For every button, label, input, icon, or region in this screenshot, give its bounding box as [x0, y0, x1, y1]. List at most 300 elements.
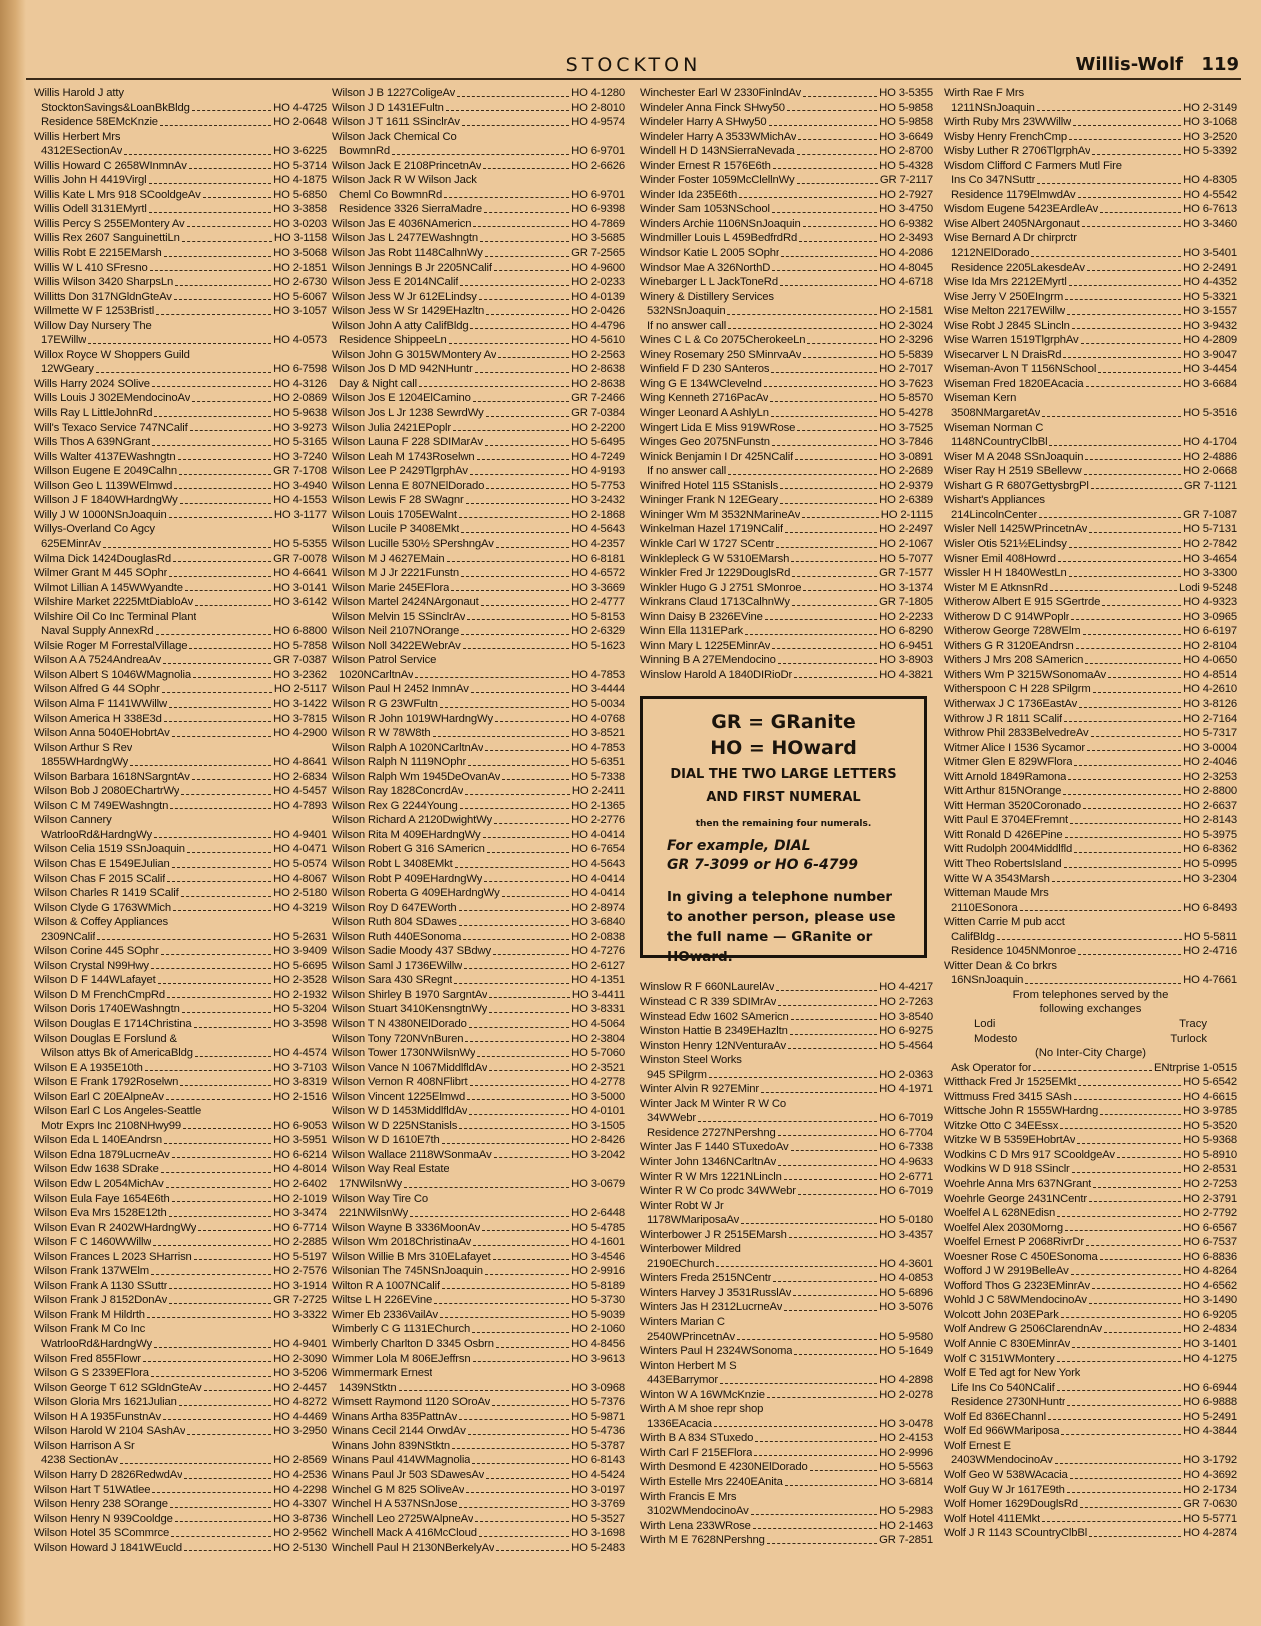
leader-dots — [767, 1533, 877, 1544]
listing-phone: HO 5-9368 — [1183, 1134, 1237, 1147]
leader-dots — [484, 202, 569, 213]
listing-phone: HO 5-3321 — [1183, 290, 1237, 303]
listing-phone: HO 3-8319 — [273, 1076, 327, 1089]
listing-name: Winn Daisy B 2326EVine — [640, 610, 763, 623]
listing-name: Wise Melton 2217EWillw — [944, 305, 1066, 318]
listing-name: Woehrle George 2431NCentr — [944, 1192, 1087, 1205]
leader-dots — [784, 1170, 877, 1181]
listing-entry — [34, 377, 327, 392]
listing-name: Wilson Anna 5040EHobrtAv — [34, 727, 170, 740]
leader-dots — [770, 391, 877, 402]
listing-entry — [34, 624, 327, 639]
leader-dots — [1083, 624, 1182, 635]
listing-name: Woesner Rose C 450ESonoma — [944, 1250, 1098, 1263]
leader-dots — [459, 915, 569, 926]
listing-name: Winters Harvey J 3531RusslAv — [640, 1286, 792, 1299]
listing-entry — [332, 1133, 625, 1148]
leader-dots — [1077, 1133, 1181, 1144]
listing-entry — [332, 973, 625, 988]
listing-phone: HO 5-0574 — [273, 857, 327, 870]
listing-phone: HO 4-3307 — [273, 1498, 327, 1511]
listing-name: Wilma Dick 1424DouglasRd — [34, 552, 172, 565]
listing-name: 2403WMendocinoAv — [951, 1454, 1053, 1467]
listing-phone: HO 3-7525 — [879, 421, 933, 434]
leader-dots — [475, 1512, 569, 1523]
listing-name: Wilson John G 3015WMontery Av — [332, 348, 497, 361]
listing-name: Wilson Albert S 1046WMagnolia — [34, 668, 192, 681]
listing-phone: HO 4-1351 — [571, 974, 625, 987]
listing-name: Witt Herman 3520Coronado — [944, 799, 1082, 812]
listing-entry — [332, 886, 625, 901]
listing-phone: HO 5-3204 — [273, 1003, 327, 1016]
leader-dots — [751, 1504, 877, 1515]
listing-phone: HO 2-1516 — [273, 1090, 327, 1103]
listing-name: Wirth Francis E Mrs — [640, 1490, 737, 1503]
listing-name: Ins Co 347NSuttr — [951, 174, 1036, 187]
leader-dots — [151, 1264, 271, 1275]
listing-name: Withrow J R 1811 SCalif — [944, 712, 1063, 725]
listing-phone: HO 2-8974 — [571, 901, 625, 914]
leader-dots — [1069, 537, 1181, 548]
leader-dots — [453, 421, 569, 432]
leader-dots — [1100, 202, 1181, 213]
listing-name: Wilson Ray 1828ConcrdAv — [332, 785, 464, 798]
listing-phone: HO 4-0471 — [273, 843, 327, 856]
leader-dots — [495, 712, 569, 723]
leader-dots — [469, 1104, 569, 1115]
listing-phone: HO 2-1851 — [273, 261, 327, 274]
listing-name: Winchell Mack A 416McCloud — [332, 1527, 477, 1540]
listing-entry — [34, 828, 327, 843]
listing-phone: HO 2-8010 — [571, 101, 625, 114]
listing-phone: HO 3-7815 — [273, 712, 327, 725]
listing-phone: HO 4-9323 — [1183, 596, 1237, 609]
listing-name: Wilson Hart T 51WAtlee — [34, 1483, 151, 1496]
leader-dots — [173, 901, 271, 912]
listing-name: Witter Dean & Co brkrs — [944, 959, 1057, 972]
listing-name: Wilson J T 1611 SSinclrAv — [332, 116, 460, 129]
listing-name: Witt Ronald D 426EPine — [944, 828, 1063, 841]
listing-phone: HO 4-0573 — [273, 334, 327, 347]
leader-dots — [452, 1439, 569, 1450]
leader-dots — [795, 450, 877, 461]
listing-entry — [944, 886, 1237, 901]
leader-dots — [799, 231, 877, 242]
exchange-line-2: following exchanges — [1039, 1003, 1142, 1016]
leader-dots — [1072, 319, 1181, 330]
listing-phone: HO 4-5610 — [571, 334, 625, 347]
leader-dots — [471, 682, 569, 693]
listing-entry — [944, 115, 1237, 130]
listing-entry — [944, 362, 1237, 377]
listing-phone: HO 4-4796 — [571, 319, 625, 332]
listing-phone: HO 2-7792 — [1183, 1207, 1237, 1220]
listing-entry — [34, 915, 327, 930]
leader-dots — [180, 493, 271, 504]
leader-dots — [1069, 566, 1181, 577]
listing-entry — [640, 130, 933, 145]
listing-phone: HO 2-1019 — [273, 1192, 327, 1205]
listing-name: 1178WMariposaAv — [647, 1214, 740, 1227]
listing-entry — [332, 1002, 625, 1017]
listing-entry — [944, 391, 1237, 406]
leader-dots — [489, 988, 570, 999]
listing-entry — [34, 566, 327, 581]
listing-entry — [34, 479, 327, 494]
listing-name: Winters Marian C — [640, 1316, 725, 1328]
listing-name: 16NSnJoaquin — [951, 974, 1024, 987]
leader-dots — [698, 1111, 877, 1122]
listing-phone: HO 2-0363 — [879, 1068, 933, 1081]
leader-dots — [1057, 1206, 1181, 1217]
leader-dots — [493, 1250, 569, 1261]
listing-phone: GR 7-1121 — [1183, 479, 1237, 492]
listing-entry — [34, 988, 327, 1003]
listing-phone: HO 5-8570 — [879, 392, 933, 405]
leader-dots — [459, 1497, 569, 1508]
listing-entry — [944, 610, 1237, 625]
listing-phone: HO 2-0426 — [571, 305, 625, 318]
listing-name: Wilson Stuart 3410KensngtnWy — [332, 1003, 488, 1016]
listing-entry — [34, 1468, 327, 1483]
notice-giving-1: In giving a telephone number — [667, 889, 893, 906]
listing-phone: HO 4-8264 — [1183, 1265, 1237, 1278]
listing-entry — [944, 1337, 1237, 1352]
leader-dots — [1067, 1395, 1181, 1406]
listing-phone: HO 2-1365 — [571, 799, 625, 812]
listing-entry — [640, 391, 933, 406]
listing-name: Winery & Distillery Services — [640, 290, 774, 303]
listing-phone: HO 4-3219 — [273, 901, 327, 914]
listing-phone: HO 4-2809 — [1183, 334, 1237, 347]
listing-phone: HO 4-5542 — [1183, 188, 1237, 201]
leader-dots — [761, 1082, 877, 1093]
listing-phone: HO 3-6814 — [879, 1476, 933, 1489]
listing-name: Winston Steel Works — [640, 1054, 742, 1067]
listing-entry — [34, 668, 327, 683]
listing-phone: HO 2-6448 — [571, 1207, 625, 1220]
listing-phone: HO 4-0101 — [571, 1105, 625, 1118]
listing-phone: HO 2-7927 — [879, 188, 933, 201]
listing-phone: GR 7-2851 — [879, 1534, 933, 1547]
listing-name: Wilsonian The 745NSnJoaquin — [332, 1265, 483, 1278]
listing-name: Wirth Desmond E 4230NElDorado — [640, 1461, 808, 1474]
leader-dots — [803, 217, 877, 228]
listing-name: Willis Robt E 2215EMarsh — [34, 247, 162, 260]
listing-name: Wilshire Market 2225MtDiabloAv — [34, 596, 194, 609]
leader-dots — [164, 1133, 271, 1144]
listing-phone: HO 2-8143 — [1183, 814, 1237, 827]
leader-dots — [498, 348, 569, 359]
listing-entry — [332, 959, 625, 974]
leader-dots — [1108, 668, 1181, 679]
leader-dots — [1037, 173, 1181, 184]
listing-entry — [332, 522, 625, 537]
listing-name: 1212NElDorado — [951, 247, 1030, 260]
listing-phone: GR 7-2565 — [571, 247, 625, 260]
listing-entry — [640, 1068, 933, 1083]
listing-name: Witzke W B 5359EHobrtAv — [944, 1134, 1076, 1147]
listing-phone: HO 5-6850 — [273, 188, 327, 201]
listing-entry — [944, 217, 1237, 232]
leader-dots — [419, 377, 569, 388]
leader-dots — [1058, 552, 1181, 563]
listing-entry — [944, 712, 1237, 727]
leader-dots — [1065, 290, 1181, 301]
listing-phone: HO 5-3787 — [571, 1439, 625, 1452]
leader-dots — [172, 857, 271, 868]
listing-phone: HO 2-9996 — [879, 1446, 933, 1459]
listing-phone: HO 2-2497 — [879, 523, 933, 536]
leader-dots — [477, 450, 570, 461]
leader-dots — [174, 479, 271, 490]
listing-name: Windell H D 143NSierraNevada — [640, 145, 795, 158]
listing-phone: HO 2-6730 — [273, 276, 327, 289]
listing-name: Wilson Ralph Wm 1945DeOvanAv — [332, 770, 501, 783]
listing-phone: HO 2-8426 — [571, 1134, 625, 1147]
listing-phone: HO 3-1158 — [273, 232, 327, 245]
listing-entry — [944, 828, 1237, 843]
listing-entry — [34, 231, 327, 246]
listing-name: Winter Jas F 1440 STuxedoAv — [640, 1141, 789, 1154]
leader-dots — [399, 1381, 570, 1392]
listing-entry — [640, 1373, 933, 1388]
leader-dots — [1074, 1090, 1181, 1101]
leader-dots — [472, 1453, 569, 1464]
listing-name: Wilson R W 78W8th — [332, 727, 431, 740]
listing-entry — [34, 1410, 327, 1425]
listing-phone: HO 5-3527 — [571, 1512, 625, 1525]
leader-dots — [792, 595, 877, 606]
listing-name: Wilson Tower 1730NWilsnWy — [332, 1047, 476, 1060]
listing-name: Wilson Frank M Hildrth — [34, 1308, 145, 1321]
listing-phone: HO 3-6225 — [273, 145, 327, 158]
listing-name: Wolf C 3151WMontery — [944, 1352, 1055, 1365]
listing-name: Wilson Ralph A 1020NCarltnAv — [332, 741, 484, 754]
listing-name: 1020NCarltnAv — [339, 668, 414, 681]
listing-phone: HO 2-1115 — [880, 508, 933, 521]
listing-name: Wishart's Appliances — [944, 494, 1045, 507]
leader-dots — [167, 872, 271, 883]
leader-dots — [461, 522, 569, 533]
leader-dots — [473, 1352, 570, 1363]
listing-name: 1211NSnJoaquin — [951, 101, 1035, 114]
listing-entry — [640, 1213, 933, 1228]
leader-dots — [1100, 1250, 1181, 1261]
listing-entry — [944, 1104, 1237, 1119]
listing-phone: GR 7-0630 — [1183, 1498, 1237, 1511]
leader-dots — [179, 1395, 271, 1406]
listing-entry — [944, 682, 1237, 697]
listing-name: Residence 3326 SierraMadre — [339, 203, 483, 216]
listing-phone: HO 3-2520 — [1183, 130, 1237, 143]
listing-entry — [944, 624, 1237, 639]
listing-phone: HO 5-1649 — [879, 1345, 933, 1358]
listing-phone: HO 6-9701 — [571, 188, 625, 201]
listing-phone: HO 4-5457 — [273, 785, 327, 798]
listing-phone: HO 6-6944 — [1183, 1381, 1237, 1394]
listing-entry — [944, 479, 1237, 494]
leader-dots — [741, 1213, 877, 1224]
listing-entry — [944, 755, 1237, 770]
listing-phone: HO 2-3024 — [879, 319, 933, 332]
listing-entry — [640, 1315, 933, 1330]
listing-name: Wirth M E 7628NPershng — [640, 1534, 765, 1547]
listing-entry — [944, 1264, 1237, 1279]
listing-entry — [640, 144, 933, 159]
listing-entry — [944, 857, 1237, 872]
listing-name: Wilson Tony 720NVnBuren — [332, 1032, 464, 1045]
listing-name: Wilson G S 2339EFlora — [34, 1367, 149, 1380]
listing-phone: HO 4-2610 — [1183, 683, 1237, 696]
listing-name: Winter Robt W Jr — [640, 1199, 724, 1212]
leader-dots — [463, 930, 569, 941]
listing-phone: HO 5-3165 — [273, 436, 327, 449]
leader-dots — [483, 159, 569, 170]
listing-name: Wimberly C G 1131EChurch — [332, 1323, 471, 1336]
listing-entry — [34, 842, 327, 857]
listing-entry — [640, 1344, 933, 1359]
listing-name: Wolf J R 1143 SCountryClbBl — [944, 1527, 1088, 1540]
listing-entry — [332, 1512, 625, 1527]
listing-name: Wines C L & Co 2075CherokeeLn — [640, 334, 806, 347]
listing-entry — [34, 188, 327, 203]
listing-name: Wimberly Charlton D 3345 Osbrn — [332, 1338, 494, 1351]
listing-entry — [34, 1366, 327, 1381]
listing-entry — [944, 261, 1237, 276]
listing-name: Wirth A M shoe repr shop — [640, 1403, 764, 1416]
listing-entry — [34, 1177, 327, 1192]
listing-name: Wilson Robert G 316 SAmericn — [332, 843, 485, 856]
leader-dots — [183, 1119, 271, 1130]
listing-entry — [944, 1221, 1237, 1236]
listing-name: Wininger Frank N 12EGeary — [640, 494, 779, 507]
listing-entry — [640, 1126, 933, 1141]
listing-name: WatrlooRd&HardngWy — [41, 1338, 153, 1351]
listing-name: Wilson George T 612 SGldnGteAv — [34, 1381, 202, 1394]
listing-entry — [332, 901, 625, 916]
leader-dots — [1050, 581, 1177, 592]
listing-name: Winchell Leo 2725WAlpneAv — [332, 1512, 474, 1525]
leader-dots — [150, 261, 271, 272]
listing-entry — [34, 173, 327, 188]
listing-phone: HO 5-3730 — [571, 1294, 625, 1307]
leader-dots — [161, 944, 271, 955]
listing-name: Wilson Corine 445 SOphr — [34, 945, 159, 958]
listing-phone: HO 2-2689 — [879, 465, 933, 478]
listing-phone: HO 3-4750 — [879, 203, 933, 216]
listing-phone: HO 3-0968 — [571, 1381, 625, 1394]
listing-entry — [640, 522, 933, 537]
listing-entry — [640, 362, 933, 377]
leader-dots — [1078, 188, 1182, 199]
listing-entry — [332, 755, 625, 770]
leader-dots — [754, 1446, 877, 1457]
leader-dots — [1060, 1119, 1181, 1130]
listing-phone: GR 7-0384 — [571, 407, 625, 420]
leader-dots — [1031, 246, 1181, 257]
leader-dots — [802, 508, 879, 519]
leader-dots — [788, 1039, 877, 1050]
listing-phone: HO 4-8272 — [273, 1396, 327, 1409]
listing-entry — [34, 435, 327, 450]
listing-entry — [944, 552, 1237, 567]
leader-dots — [807, 333, 877, 344]
listing-name: Wilson Patrol Service — [332, 654, 437, 667]
listing-phone: HO 2-3253 — [1183, 770, 1237, 783]
listing-name: Witteman Maude Mrs — [944, 887, 1049, 900]
listing-entry — [944, 319, 1237, 334]
listing-name: Wilson Ruth 804 SDawes — [332, 916, 457, 929]
listing-name: Winstead Edw 1602 SAmericn — [640, 1010, 789, 1023]
listing-entry — [332, 712, 625, 727]
listing-entry — [332, 362, 625, 377]
leader-dots — [473, 1235, 569, 1246]
listing-phone: HO 2-6127 — [571, 959, 625, 972]
listing-name: Winkler Fred Jr 1229DouglsRd — [640, 567, 791, 580]
listing-name: Wilson Noll 3422EWebrAv — [332, 639, 461, 652]
listing-name: Woehrle Anna Mrs 637NGrant — [944, 1178, 1092, 1191]
leader-dots — [440, 1308, 569, 1319]
leader-dots — [97, 930, 271, 941]
listing-name: Winans Paul 414WMagnolia — [332, 1454, 471, 1467]
listing-phone: HO 4-4217 — [879, 981, 933, 994]
listing-entry — [944, 813, 1237, 828]
listing-name: Winter Alvin R 927EMinr — [640, 1083, 759, 1096]
listing-name: Winebarger L L JackToneRd — [640, 276, 778, 289]
listing-name: Willis Herbert Mrs — [34, 130, 121, 143]
listing-phone: HO 2-0838 — [571, 930, 625, 943]
listing-entry — [640, 1024, 933, 1039]
listing-entry — [34, 784, 327, 799]
listing-phone: HO 5-6542 — [1183, 1076, 1237, 1089]
leader-dots — [462, 115, 569, 126]
listing-name: Winter Jack M Winter R W Co — [640, 1097, 786, 1110]
leader-dots — [172, 726, 271, 737]
listing-entry — [34, 1322, 327, 1337]
listing-phone: HO 3-9432 — [1183, 319, 1237, 332]
leader-dots — [781, 246, 877, 257]
listing-phone: HO 4-8456 — [571, 1338, 625, 1351]
listing-name: Wilson Jos L Jr 1238 SewrdWy — [332, 407, 484, 420]
listing-entry — [944, 930, 1237, 945]
listing-name: Wilson Leah M 1743Roselwn — [332, 450, 475, 463]
listing-entry — [332, 202, 625, 217]
leader-dots — [1067, 1483, 1181, 1494]
listing-phone: HO 4-8045 — [879, 261, 933, 274]
dialing-notice-box — [640, 696, 927, 966]
listing-phone: HO 5-9638 — [273, 407, 327, 420]
listing-name: 945 SPilgrm — [647, 1068, 707, 1081]
listing-entry — [332, 610, 625, 625]
listing-phone: HO 4-0853 — [879, 1272, 933, 1285]
listing-phone: HO 3-2042 — [571, 1148, 625, 1161]
listing-name: Wilson Harry D 2826RedwdAv — [34, 1468, 183, 1481]
listing-name: Witmer Glen E 829WFlora — [944, 756, 1073, 769]
listing-entry — [34, 464, 327, 479]
listing-name: 2309NCalif — [41, 930, 96, 943]
leader-dots — [486, 479, 569, 490]
listing-name: Wingert Lida E Miss 919WRose — [640, 421, 796, 434]
leader-dots — [1102, 595, 1181, 606]
listing-phone: HO 4-0650 — [1183, 654, 1237, 667]
listing-name: Wilson Clyde G 1763WMich — [34, 901, 172, 914]
listing-phone: HO 2-0869 — [273, 392, 327, 405]
leader-dots — [791, 1140, 878, 1151]
listing-name: Wilson Crystal N99Hwy — [34, 959, 149, 972]
leader-dots — [1080, 1497, 1181, 1508]
listing-name: Wilson W D 225NStanisls — [332, 1119, 458, 1132]
